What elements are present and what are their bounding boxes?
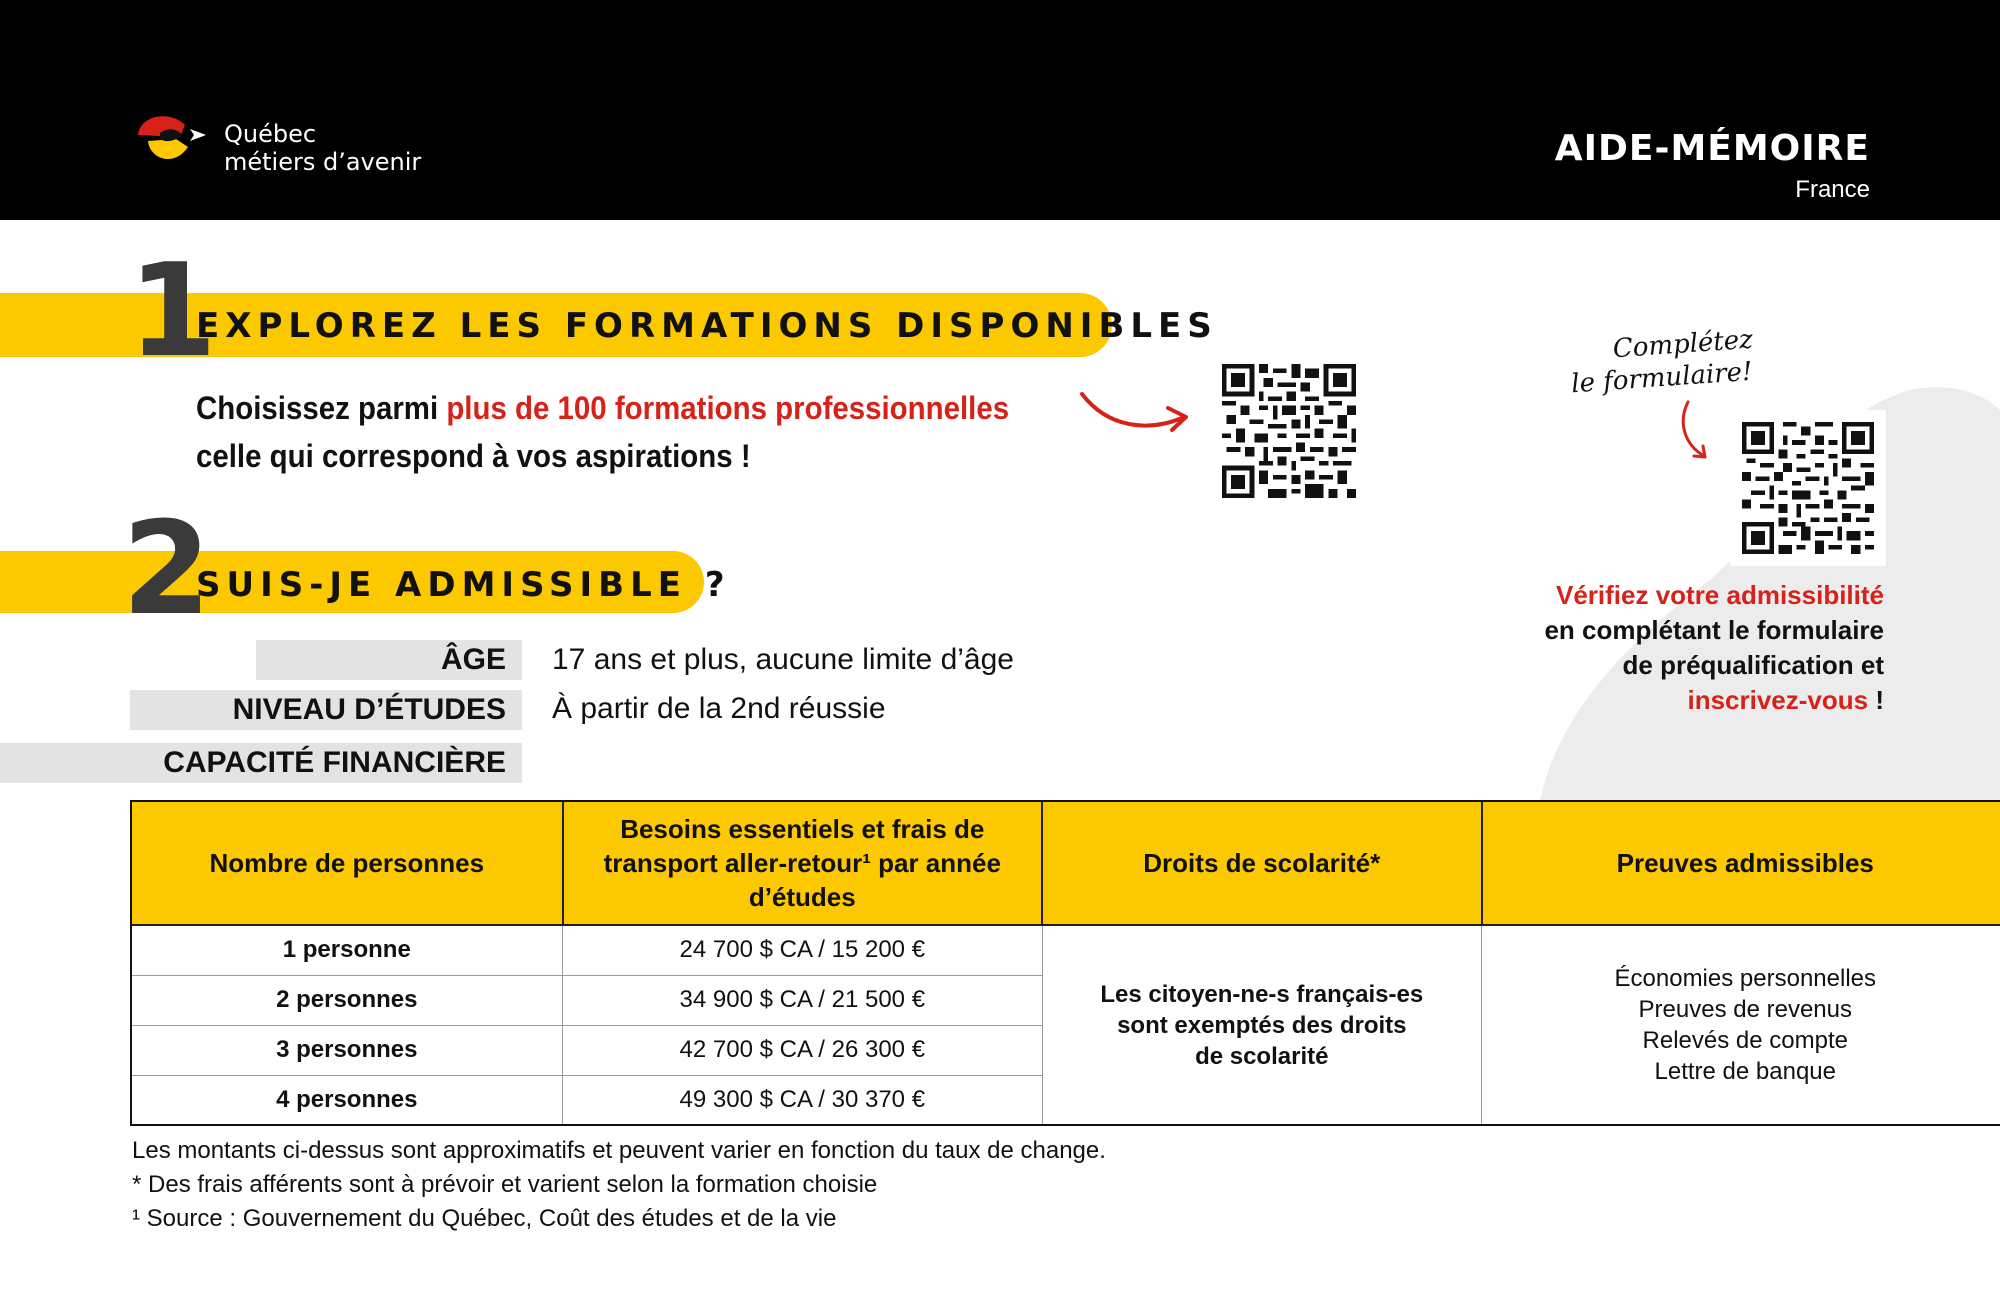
qr-code-icon	[1222, 364, 1356, 498]
page-subtitle: France	[1795, 176, 1870, 203]
verify-line2: en complétant le formulaire	[1544, 615, 1884, 645]
cell-cost: 24 700 $ CA / 15 200 €	[563, 925, 1042, 975]
proof-item: Économies personnelles	[1614, 965, 1876, 993]
verify-line3: de préqualification et	[1622, 650, 1884, 680]
section2-title: SUIS-JE ADMISSIBLE ?	[196, 565, 731, 605]
brand-name	[224, 120, 421, 176]
cell-persons: 2 personnes	[131, 975, 563, 1025]
qr-code-icon	[1742, 422, 1874, 554]
tuition-line: Les citoyen-ne-s français-es	[1100, 980, 1424, 1008]
criteria-label-financial: CAPACITÉ FINANCIÈRE	[0, 743, 522, 783]
financial-capacity-table	[130, 800, 2000, 1126]
lead-text-b: celle qui correspond à vos aspirations !	[196, 438, 751, 474]
table-header-row	[131, 801, 2000, 925]
cell-persons: 4 personnes	[131, 1075, 563, 1125]
section1-number: 1	[128, 237, 218, 386]
criteria-label-education: NIVEAU D’ÉTUDES	[130, 690, 522, 730]
footnote: * Des frais afférents sont à prévoir et varient selon la formation choisie	[132, 1171, 878, 1198]
footnote: ¹ Source : Gouvernement du Québec, Coût des études et de la vie	[132, 1205, 837, 1232]
brand-line2: métiers d’avenir	[224, 148, 422, 176]
cell-persons: 1 personne	[131, 925, 563, 975]
criteria-value-age: 17 ans et plus, aucune limite d’âge	[552, 643, 1014, 676]
proof-item: Relevés de compte	[1642, 1027, 1848, 1055]
section1-lead	[196, 384, 1009, 480]
lead-highlight: plus de 100 formations professionnelles	[446, 390, 1010, 426]
tuition-line: sont exemptés des droits	[1117, 1011, 1407, 1039]
lead-text-a: Choisissez parmi	[196, 390, 447, 426]
criteria-label-age: ÂGE	[256, 640, 522, 680]
verify-line1: Vérifiez votre admissibilité	[1555, 580, 1884, 610]
verify-signup-link[interactable]: inscrivez-vous	[1687, 685, 1869, 715]
cell-cost: 34 900 $ CA / 21 500 €	[563, 975, 1042, 1025]
verify-line4	[1464, 683, 1884, 718]
qr-code-formations[interactable]	[1222, 364, 1356, 498]
curved-arrow-icon	[1078, 384, 1196, 444]
quebec-logo-icon	[130, 105, 210, 175]
proof-item: Lettre de banque	[1654, 1058, 1837, 1086]
page-title: AIDE-MÉMOIRE	[1554, 128, 1870, 169]
down-arrow-icon	[1674, 398, 1734, 468]
header-tuition: Droits de scolarité*	[1042, 801, 1482, 925]
tuition-line: de scolarité	[1195, 1042, 1329, 1070]
brand-line1: Québec	[224, 120, 317, 148]
qr-code-formulaire[interactable]	[1730, 410, 1886, 566]
handwritten-note	[1568, 324, 1756, 401]
header-costs: Besoins essentiels et frais de transport aller-retour¹ par année d’études	[563, 801, 1042, 925]
cell-persons: 3 personnes	[131, 1025, 563, 1075]
cell-cost: 49 300 $ CA / 30 370 €	[563, 1075, 1042, 1125]
handnote-line2: le formulaire!	[1570, 356, 1754, 400]
header-persons: Nombre de personnes	[131, 801, 563, 925]
handnote-line1: Complétez	[1611, 324, 1754, 365]
verify-eligibility-text	[1464, 578, 1884, 718]
header-proofs: Preuves admissibles	[1482, 801, 2000, 925]
page-header	[0, 0, 2000, 220]
verify-end: !	[1868, 685, 1884, 715]
proof-item: Preuves de revenus	[1638, 996, 1852, 1024]
section2-number: 2	[122, 495, 212, 644]
table-row	[131, 925, 2000, 975]
footnotes	[132, 1134, 1106, 1236]
cell-cost: 42 700 $ CA / 26 300 €	[563, 1025, 1042, 1075]
criteria-value-education: À partir de la 2nd réussie	[552, 692, 886, 725]
cell-tuition	[1042, 925, 1482, 1125]
footnote: Les montants ci-dessus sont approximatifs et peuvent varier en fonction du taux de change.	[132, 1137, 1106, 1164]
section1-title: EXPLOREZ LES FORMATIONS DISPONIBLES	[196, 306, 1218, 346]
cell-proofs	[1482, 925, 2000, 1125]
